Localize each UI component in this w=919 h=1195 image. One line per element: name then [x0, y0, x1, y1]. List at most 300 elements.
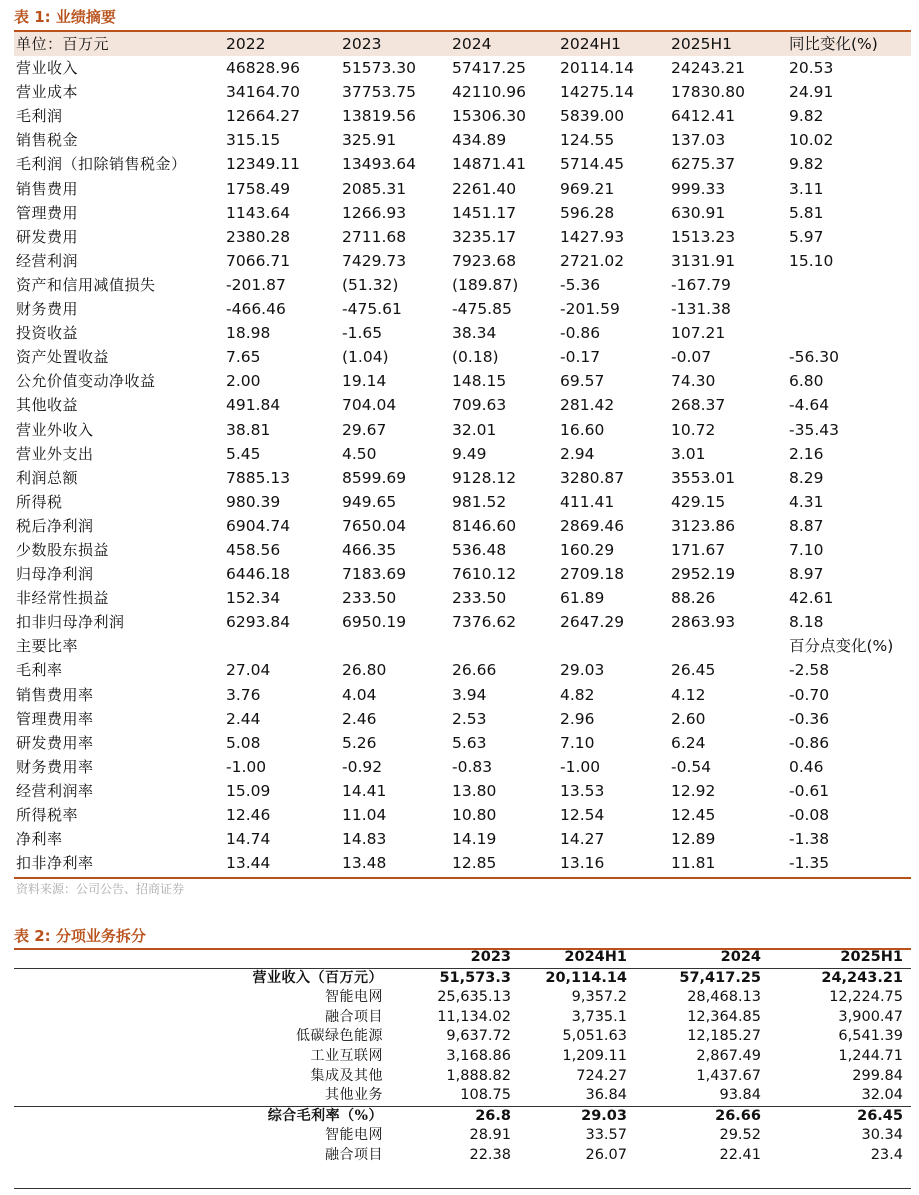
row-label: 营业成本: [16, 83, 79, 102]
table-row: [14, 104, 911, 128]
cell-value: 2952.19: [671, 565, 736, 584]
table-row: [14, 177, 911, 201]
cell-value: 12664.27: [226, 107, 300, 126]
cell-value: 15.10: [789, 251, 834, 270]
table-row: [14, 1106, 911, 1127]
cell-value: 6,541.39: [838, 1028, 903, 1045]
cell-value: -1.00: [560, 757, 601, 776]
cell-value: 5.81: [789, 203, 824, 222]
cell-value: 34164.70: [226, 83, 300, 102]
table-row: [14, 827, 911, 851]
cell-value: 969.21: [560, 179, 615, 198]
row-label: 扣非归母净利润: [16, 613, 125, 632]
cell-value: 13.44: [226, 854, 271, 873]
cell-value: 5.26: [342, 733, 377, 752]
cell-value: 88.26: [671, 589, 716, 608]
cell-value: 6412.41: [671, 107, 736, 126]
cell-value: 27.04: [226, 661, 271, 680]
cell-value: 51573.30: [342, 59, 416, 78]
cell-value: 8.29: [789, 468, 824, 487]
cell-value: 160.29: [560, 540, 615, 559]
table-row: [14, 514, 911, 538]
cell-value: 2.94: [560, 444, 595, 463]
row-label: 其他业务: [325, 1087, 383, 1104]
row-label: 利润总额: [16, 468, 79, 487]
cell-value: 2024: [452, 35, 492, 53]
cell-value: 13.16: [560, 854, 605, 873]
cell-value: 8.18: [789, 613, 824, 632]
row-label: 工业互联网: [310, 1047, 383, 1064]
cell-value: 3.11: [789, 179, 824, 198]
cell-value: 7183.69: [342, 565, 407, 584]
table-row: [14, 634, 911, 658]
source-note: 资料来源：公司公告、招商证券: [16, 882, 185, 896]
cell-value: -0.17: [560, 348, 601, 367]
cell-value: 999.33: [671, 179, 726, 198]
cell-value: 14.27: [560, 830, 605, 849]
cell-value: 7.10: [560, 733, 595, 752]
cell-value: 1758.49: [226, 179, 291, 198]
cell-value: 2709.18: [560, 565, 625, 584]
cell-value: 5.45: [226, 444, 261, 463]
cell-value: 28.91: [469, 1127, 511, 1144]
cell-value: 108.75: [460, 1087, 511, 1104]
cell-value: 12349.11: [226, 155, 300, 174]
row-label: 营业收入（百万元）: [252, 969, 383, 986]
table-row: [14, 851, 911, 875]
cell-value: -1.35: [789, 854, 830, 873]
table-row: [14, 731, 911, 755]
cell-value: 46828.96: [226, 59, 300, 78]
cell-value: -1.65: [342, 324, 383, 343]
cell-value: 2023: [342, 35, 382, 53]
cell-value: 709.63: [452, 396, 507, 415]
cell-value: -2.58: [789, 661, 830, 680]
cell-value: 26.07: [585, 1146, 627, 1163]
cell-value: -0.08: [789, 806, 830, 824]
cell-value: 32.04: [861, 1087, 903, 1104]
cell-value: 6293.84: [226, 613, 291, 632]
cell-value: 57417.25: [452, 59, 526, 78]
cell-value: 2085.31: [342, 179, 407, 198]
cell-value: 2,867.49: [696, 1047, 761, 1064]
table-row: [14, 442, 911, 466]
cell-value: 596.28: [560, 203, 615, 222]
cell-value: 42.61: [789, 589, 834, 608]
cell-value: 7376.62: [452, 613, 517, 632]
cell-value: 491.84: [226, 396, 281, 415]
cell-value: -0.54: [671, 757, 712, 776]
cell-value: 7923.68: [452, 251, 517, 270]
cell-value: 9,637.72: [446, 1028, 511, 1045]
cell-value: 20.53: [789, 59, 834, 78]
table-row: [14, 658, 911, 682]
cell-value: 2869.46: [560, 516, 625, 535]
cell-value: 51,573.3: [439, 969, 511, 986]
cell-value: 26.66: [452, 661, 497, 680]
cell-value: 2647.29: [560, 613, 625, 632]
cell-value: 3.76: [226, 685, 261, 704]
cell-value: 29.03: [560, 661, 605, 680]
cell-value: (189.87): [452, 275, 519, 294]
cell-value: -131.38: [671, 300, 731, 319]
table-row: [14, 755, 911, 779]
cell-value: -0.83: [452, 757, 493, 776]
cell-value: 22.41: [719, 1146, 761, 1163]
cell-value: 8.97: [789, 565, 824, 584]
cell-value: 14871.41: [452, 155, 526, 174]
cell-value: 15.09: [226, 781, 271, 800]
cell-value: 2380.28: [226, 227, 291, 246]
cell-value: 6950.19: [342, 613, 407, 632]
cell-value: 724.27: [576, 1067, 627, 1084]
cell-value: 12.92: [671, 781, 716, 800]
cell-value: 23.4: [870, 1146, 903, 1163]
table-row: [14, 201, 911, 225]
table-row: [14, 80, 911, 104]
row-label: 研发费用: [16, 227, 79, 246]
cell-value: 137.03: [671, 131, 726, 150]
cell-value: 6275.37: [671, 155, 736, 174]
table-row: [14, 490, 911, 514]
table-row: [14, 1027, 911, 1047]
row-label: 公允价值变动净收益: [16, 372, 156, 391]
cell-value: 3.01: [671, 444, 706, 463]
cell-value: -475.85: [452, 300, 512, 319]
table-row: [14, 128, 911, 152]
cell-value: 69.57: [560, 372, 605, 391]
cell-value: 1266.93: [342, 203, 407, 222]
cell-value: 16.60: [560, 420, 605, 439]
cell-value: 12.89: [671, 830, 716, 849]
table-row: [14, 321, 911, 345]
cell-value: 299.84: [852, 1067, 903, 1084]
cell-value: -1.38: [789, 830, 830, 849]
cell-value: 458.56: [226, 540, 281, 559]
cell-value: 10.02: [789, 131, 834, 150]
cell-value: -0.07: [671, 348, 712, 367]
row-label: 所得税: [16, 492, 63, 511]
row-label: 毛利润: [16, 107, 63, 126]
cell-value: 38.34: [452, 324, 497, 343]
cell-value: -4.64: [789, 396, 830, 415]
cell-value: -201.59: [560, 300, 620, 319]
cell-value: 1,437.67: [696, 1067, 761, 1084]
cell-value: 1427.93: [560, 227, 625, 246]
cell-value: 9,357.2: [571, 989, 627, 1006]
cell-value: 411.41: [560, 492, 615, 511]
cell-value: 8599.69: [342, 468, 407, 487]
table-row: [14, 969, 911, 989]
cell-value: 12,185.27: [687, 1028, 761, 1045]
row-label: 销售税金: [16, 131, 79, 150]
cell-value: 466.35: [342, 540, 397, 559]
cell-value: 2.96: [560, 709, 595, 728]
table-row: [14, 1008, 911, 1028]
cell-value: 152.34: [226, 589, 281, 608]
cell-value: 26.45: [671, 661, 716, 680]
cell-value: -1.00: [226, 757, 267, 776]
table-row: [14, 610, 911, 634]
cell-value: 4.12: [671, 685, 706, 704]
cell-value: 28,468.13: [687, 989, 761, 1006]
cell-value: 74.30: [671, 372, 716, 391]
row-label: 所得税率: [16, 806, 79, 824]
row-label: 经营利润率: [16, 781, 94, 800]
cell-value: 13.48: [342, 854, 387, 873]
row-label: 财务费用: [16, 300, 79, 319]
cell-value: 93.84: [719, 1087, 761, 1104]
row-label: 营业外收入: [16, 420, 94, 439]
cell-value: -56.30: [789, 348, 839, 367]
table-row: [14, 466, 911, 490]
cell-value: 8146.60: [452, 516, 517, 535]
table2-bottom-rule: [14, 1188, 911, 1189]
cell-value: 17830.80: [671, 83, 745, 102]
cell-value: 26.8: [475, 1107, 511, 1124]
cell-value: 2.44: [226, 709, 261, 728]
cell-value: 20,114.14: [545, 969, 627, 986]
cell-value: 同比变化(%): [789, 35, 878, 53]
cell-value: 20114.14: [560, 59, 634, 78]
cell-value: 2711.68: [342, 227, 407, 246]
row-label: 少数股东损益: [16, 540, 110, 559]
cell-value: 3123.86: [671, 516, 736, 535]
cell-value: 1,244.71: [838, 1047, 903, 1064]
cell-value: 2.16: [789, 444, 824, 463]
cell-value: 42110.96: [452, 83, 526, 102]
cell-value: 36.84: [585, 1087, 627, 1104]
cell-value: 3.94: [452, 685, 487, 704]
cell-value: 4.31: [789, 492, 824, 511]
cell-value: 3,900.47: [838, 1008, 903, 1025]
cell-value: 536.48: [452, 540, 507, 559]
cell-value: 4.82: [560, 685, 595, 704]
cell-value: 7.65: [226, 348, 261, 367]
cell-value: 2024H1: [560, 35, 621, 53]
cell-value: 10.80: [452, 806, 497, 824]
row-label: 净利率: [16, 830, 63, 849]
cell-value: (51.32): [342, 275, 399, 294]
cell-value: 5.08: [226, 733, 261, 752]
cell-value: 981.52: [452, 492, 507, 511]
row-label: 扣非净利率: [16, 854, 94, 873]
table-row: [14, 273, 911, 297]
row-label: 非经常性损益: [16, 589, 110, 608]
row-label: 综合毛利率（%）: [267, 1107, 383, 1124]
cell-value: 7885.13: [226, 468, 291, 487]
cell-value: 2721.02: [560, 251, 625, 270]
cell-value: 8.87: [789, 516, 824, 535]
cell-value: 38.81: [226, 420, 271, 439]
table2-header-row: [14, 948, 911, 969]
cell-value: 6904.74: [226, 516, 291, 535]
row-label: 单位：百万元: [16, 35, 110, 53]
cell-value: 13493.64: [342, 155, 416, 174]
cell-value: 5839.00: [560, 107, 625, 126]
row-label: 其他收益: [16, 396, 79, 415]
cell-value: 7066.71: [226, 251, 291, 270]
cell-value: 630.91: [671, 203, 726, 222]
table-row: [14, 1146, 911, 1166]
row-label: 毛利润（扣除销售税金）: [16, 155, 187, 174]
row-label: 融合项目: [325, 1146, 383, 1163]
cell-value: 18.98: [226, 324, 271, 343]
cell-value: 29.52: [719, 1127, 761, 1144]
cell-value: 26.80: [342, 661, 387, 680]
cell-value: 24243.21: [671, 59, 745, 78]
cell-value: -5.36: [560, 275, 601, 294]
cell-value: 6.24: [671, 733, 706, 752]
cell-value: 2261.40: [452, 179, 517, 198]
cell-value: 2.00: [226, 372, 261, 391]
table-row: [14, 345, 911, 369]
cell-value: 4.04: [342, 685, 377, 704]
cell-value: 1,209.11: [562, 1047, 627, 1064]
table-row: [14, 418, 911, 442]
cell-value: 13819.56: [342, 107, 416, 126]
row-label: 经营利润: [16, 251, 79, 270]
cell-value: (1.04): [342, 348, 389, 367]
cell-value: 2863.93: [671, 613, 736, 632]
row-label: 销售费用: [16, 179, 79, 198]
cell-value: 33.57: [585, 1127, 627, 1144]
cell-value: -0.61: [789, 781, 830, 800]
cell-value: 11.81: [671, 854, 716, 873]
cell-value: 148.15: [452, 372, 507, 391]
cell-value: 15306.30: [452, 107, 526, 126]
row-label: 销售费用率: [16, 685, 94, 704]
cell-value: 19.14: [342, 372, 387, 391]
table-row: [14, 1067, 911, 1087]
cell-value: 3553.01: [671, 468, 736, 487]
table-row: [14, 562, 911, 586]
row-label: 研发费用率: [16, 733, 94, 752]
row-label: 智能电网: [325, 989, 383, 1006]
table-row: [14, 297, 911, 321]
cell-value: 29.03: [581, 1107, 627, 1124]
cell-value: 13.53: [560, 781, 605, 800]
cell-value: 2023: [470, 949, 511, 965]
cell-value: 6446.18: [226, 565, 291, 584]
table-row: [14, 683, 911, 707]
table-row: [14, 1126, 911, 1146]
cell-value: 12,364.85: [687, 1008, 761, 1025]
table-row: [14, 538, 911, 562]
row-label: 毛利率: [16, 661, 63, 680]
cell-value: 4.50: [342, 444, 377, 463]
row-label: 集成及其他: [310, 1067, 383, 1084]
cell-value: 26.45: [857, 1107, 903, 1124]
cell-value: -0.86: [560, 324, 601, 343]
cell-value: 12,224.75: [829, 989, 903, 1006]
cell-value: 百分点变化(%): [789, 637, 894, 656]
cell-value: 1143.64: [226, 203, 291, 222]
row-label: 归母净利润: [16, 565, 94, 584]
cell-value: 12.54: [560, 806, 605, 824]
row-label: 低碳绿色能源: [296, 1028, 383, 1045]
cell-value: 61.89: [560, 589, 605, 608]
cell-value: 12.45: [671, 806, 716, 824]
cell-value: 325.91: [342, 131, 397, 150]
cell-value: -0.92: [342, 757, 383, 776]
cell-value: 2022: [226, 35, 266, 53]
cell-value: -475.61: [342, 300, 402, 319]
table-row: [14, 1086, 911, 1106]
cell-value: 2.53: [452, 709, 487, 728]
table-row: [14, 56, 911, 80]
table-row: [14, 249, 911, 273]
cell-value: 2.60: [671, 709, 706, 728]
cell-value: 26.66: [715, 1107, 761, 1124]
cell-value: 281.42: [560, 396, 615, 415]
cell-value: 124.55: [560, 131, 615, 150]
cell-value: 2024: [720, 949, 761, 965]
cell-value: 11.04: [342, 806, 387, 824]
table-row: [14, 225, 911, 249]
cell-value: 434.89: [452, 131, 507, 150]
cell-value: 5714.45: [560, 155, 625, 174]
cell-value: 9128.12: [452, 468, 517, 487]
cell-value: -466.46: [226, 300, 286, 319]
cell-value: 704.04: [342, 396, 397, 415]
cell-value: -0.36: [789, 709, 830, 728]
cell-value: 12.46: [226, 806, 271, 824]
cell-value: 10.72: [671, 420, 716, 439]
cell-value: 32.01: [452, 420, 497, 439]
table1-header-row: [14, 32, 911, 56]
cell-value: 1,888.82: [446, 1067, 511, 1084]
table-row: [14, 707, 911, 731]
cell-value: 14.83: [342, 830, 387, 849]
cell-value: 5.63: [452, 733, 487, 752]
row-label: 资产和信用减值损失: [16, 275, 156, 294]
cell-value: 11,134.02: [437, 1008, 511, 1025]
table1-title: 表 1: 业绩摘要: [14, 8, 116, 26]
table1-summary: [14, 32, 911, 875]
cell-value: 3235.17: [452, 227, 517, 246]
row-label: 主要比率: [16, 637, 79, 656]
cell-value: 3,168.86: [446, 1047, 511, 1064]
cell-value: 268.37: [671, 396, 726, 415]
table-row: [14, 1047, 911, 1067]
cell-value: -167.79: [671, 275, 731, 294]
table2-title: 表 2: 分项业务拆分: [14, 927, 146, 945]
cell-value: 30.34: [861, 1127, 903, 1144]
table1-bottom-rule: [14, 877, 911, 879]
table-row: [14, 152, 911, 176]
row-label: 财务费用率: [16, 757, 94, 776]
cell-value: 3280.87: [560, 468, 625, 487]
cell-value: 24,243.21: [821, 969, 903, 986]
cell-value: 949.65: [342, 492, 397, 511]
row-label: 管理费用率: [16, 709, 94, 728]
cell-value: 14.41: [342, 781, 387, 800]
cell-value: 24.91: [789, 83, 834, 102]
cell-value: 5.97: [789, 227, 824, 246]
cell-value: 9.82: [789, 107, 824, 126]
table-row: [14, 988, 911, 1008]
cell-value: 3,735.1: [571, 1008, 627, 1025]
cell-value: 1451.17: [452, 203, 517, 222]
row-label: 融合项目: [325, 1008, 383, 1025]
cell-value: 7429.73: [342, 251, 407, 270]
cell-value: 22.38: [469, 1146, 511, 1163]
cell-value: 5,051.63: [562, 1028, 627, 1045]
cell-value: 233.50: [452, 589, 507, 608]
row-label: 投资收益: [16, 324, 79, 343]
cell-value: 57,417.25: [679, 969, 761, 986]
